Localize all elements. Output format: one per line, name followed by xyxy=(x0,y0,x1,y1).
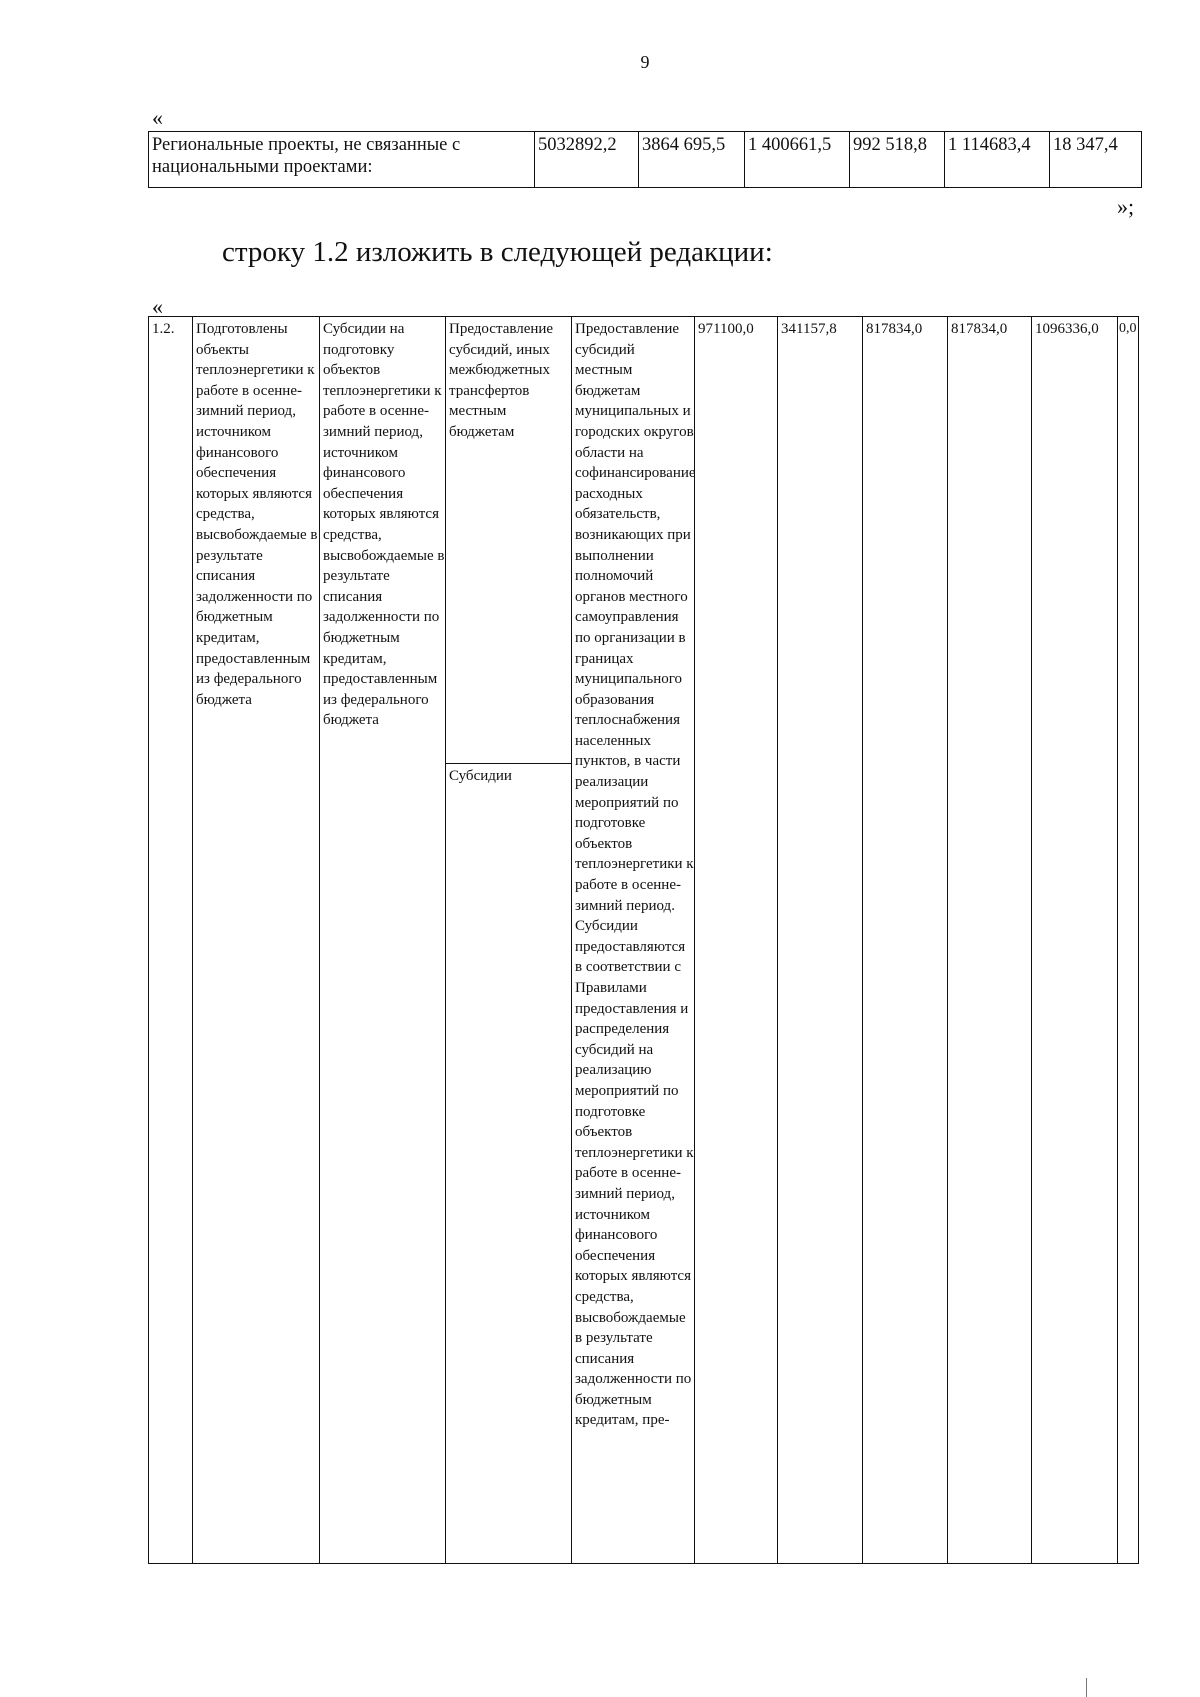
closing-quote: »; xyxy=(1117,194,1135,219)
regional-projects-table xyxy=(148,131,1142,188)
program-row-table xyxy=(148,316,1139,1564)
scan-edge-mark xyxy=(1086,1678,1087,1697)
value-cell: 341157,8 xyxy=(778,317,863,1564)
page-number: 9 xyxy=(640,52,650,72)
value-cell: 1 114683,4 xyxy=(945,132,1050,188)
value-cell: 1 400661,5 xyxy=(745,132,850,188)
table-row xyxy=(149,317,1139,1564)
value-cell: 817834,0 xyxy=(863,317,948,1564)
value-cell: 0,0 xyxy=(1118,317,1139,1564)
value-cell: 3864 695,5 xyxy=(639,132,745,188)
type-cell xyxy=(446,317,572,1564)
row-label: Региональные проекты, не связанные с национальными проектами: xyxy=(149,132,535,188)
description-cell: Предоставление субсидий местным бюджетам муниципальных и городских округов области на софинансирование расходных обязательств, возникающих при выполнении полномочий органов местного самоуправления по организации в границах муниципального образования теплоснабжения населенных пунктов, в части реализации мероприятий по подготовке объектов теплоэнергетики к работе в осенне-зимний период. Субсидии предоставляются в соответствии с Правилами предоставления и распределения субсидий на реализацию мероприятий по подготовке объектов теплоэнергетики к работе в осенне-зимний период, источником финансового обеспечения которых являются средства, высвобождаемые в результате списания задолженности по бюджетным кредитам, пре- xyxy=(572,317,695,1564)
value-cell: 18 347,4 xyxy=(1050,132,1142,188)
row-number: 1.2. xyxy=(149,317,193,1564)
opening-quote-2: « xyxy=(152,294,163,319)
result-cell: Подготовлены объекты теплоэнергетики к работе в осенне-зимний период, источником финансового обеспечения которых являются средства, высвобождаемые в результате списания задолженности по бюджетным кредитам, предоставленным из федерального бюджета xyxy=(193,317,320,1564)
opening-quote: « xyxy=(152,105,163,130)
value-cell: 1096336,0 xyxy=(1032,317,1118,1564)
event-cell: Субсидии на подготовку объектов теплоэнергетики к работе в осенне-зимний период, источником финансового обеспечения которых являются средства, высвобождаемые в результате списания задолженности по бюджетным кредитам, предоставленным из федерального бюджета xyxy=(320,317,446,1564)
table-row xyxy=(149,132,1142,188)
section-heading: строку 1.2 изложить в следующей редакции: xyxy=(222,236,773,268)
value-cell: 817834,0 xyxy=(948,317,1032,1564)
value-cell: 971100,0 xyxy=(695,317,778,1564)
type-bottom: Субсидии xyxy=(449,768,512,784)
type-top: Предоставление субсидий, иных межбюджетных трансфертов местным бюджетам xyxy=(446,317,571,764)
value-cell: 5032892,2 xyxy=(535,132,639,188)
value-cell: 992 518,8 xyxy=(850,132,945,188)
